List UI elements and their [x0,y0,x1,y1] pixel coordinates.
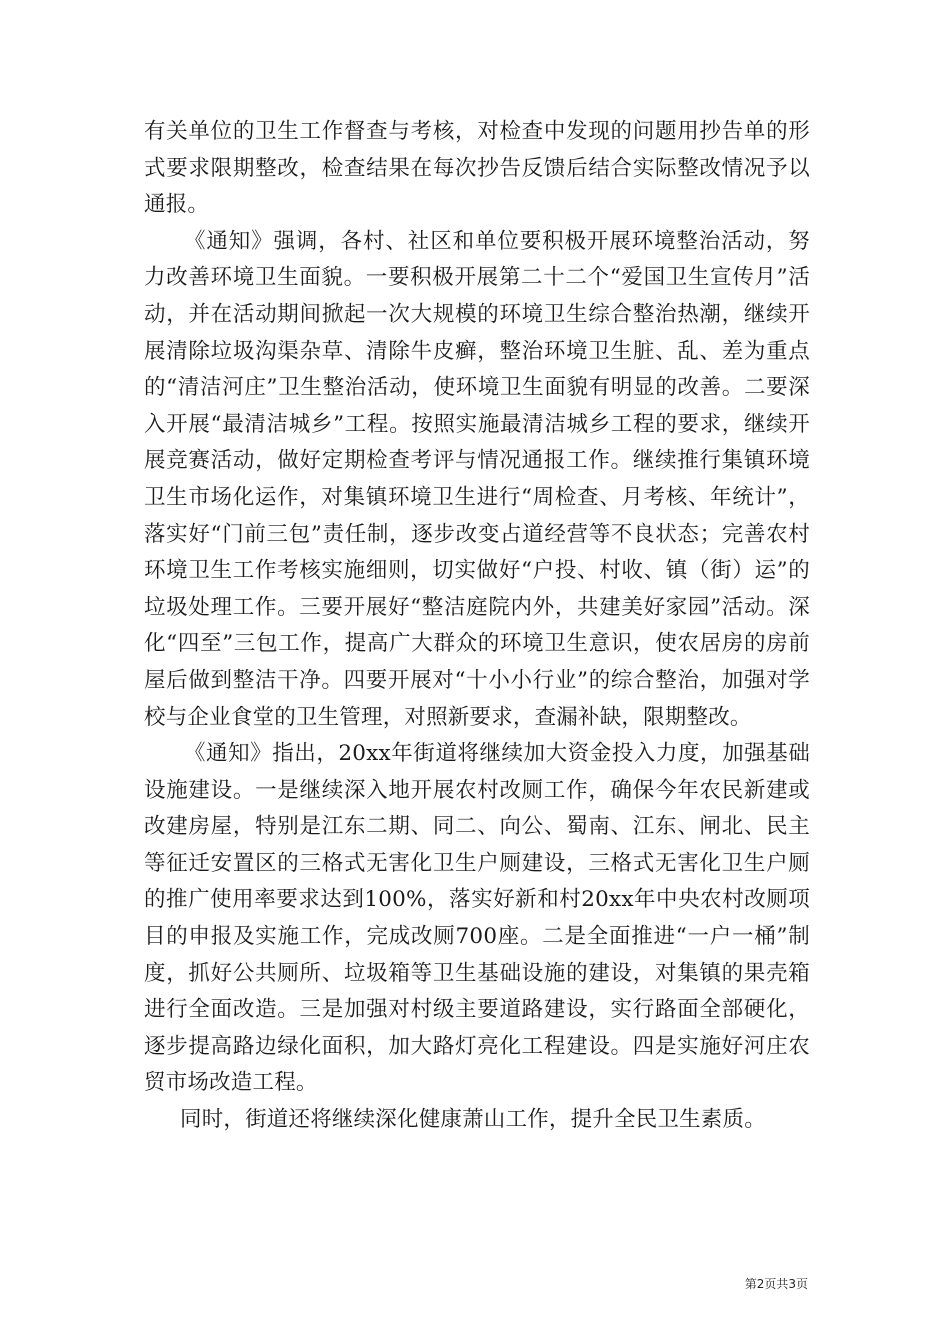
paragraph-environment-rectification: 《通知》强调，各村、社区和单位要积极开展环境整治活动，努力改善环境卫生面貌。一要积极开展第二十二个“爱国卫生宣传月”活动，并在活动期间掀起一次大规模的环境卫生综合整治热潮，继续开展清除垃圾沟渠杂草、清除牛皮癣，整治环境卫生脏、乱、差为重点的“清洁河庄”卫生整治活动，使环境卫生面貌有明显的改善。二要深入开展“最清洁城乡”工程。按照实施最清洁城乡工程的要求，继续开展竞赛活动，做好定期检查考评与情况通报工作。继续推行集镇环境卫生市场化运作，对集镇环境卫生进行“周检查、月考核、年统计”，落实好“门前三包”责任制，逐步改变占道经营等不良状态；完善农村环境卫生工作考核实施细则，切实做好“户投、村收、镇（街）运”的垃圾处理工作。三要开展好“整洁庭院内外，共建美好家园”活动。深化“四至”三包工作，提高广大群众的环境卫生意识，使农居房的房前屋后做到整洁干净。四要开展对“十小小行业”的综合整治，加强对学校与企业食堂的卫生管理，对照新要求，查漏补缺，限期整改。 [144,228,810,730]
paragraph-continuation: 有关单位的卫生工作督查与考核，对检查中发现的问题用抄告单的形式要求限期整改，检查结果在每次抄告反馈后结合实际整改情况予以通报。 [144,119,810,218]
paragraph-healthy-xiaoshan: 同时，街道还将继续深化健康萧山工作，提升全民卫生素质。 [180,1107,766,1133]
body-text [144,114,810,1139]
page-number: 第2页共3页 [744,1277,808,1291]
paragraph-infrastructure: 《通知》指出，20xx年街道将继续加大资金投入力度，加强基础设施建设。一是继续深入地开展农村改厕工作，确保今年农民新建或改建房屋，特别是江东二期、同二、向公、蜀南、江东、闸北、民主等征迁安置区的三格式无害化卫生户厕建设，三格式无害化卫生户厕的推广使用率要求达到100%，落实好新和村20xx年中央农村改厕项目的申报及实施工作，完成改厕700座。二是全面推进“一户一桶”制度，抓好公共厕所、垃圾箱等卫生基础设施的建设，对集镇的果壳箱进行全面改造。三是加强对村级主要道路建设，实行路面全部硬化，逐步提高路边绿化面积，加大路灯亮化工程建设。四是实施好河庄农贸市场改造工程。 [144,741,810,1096]
